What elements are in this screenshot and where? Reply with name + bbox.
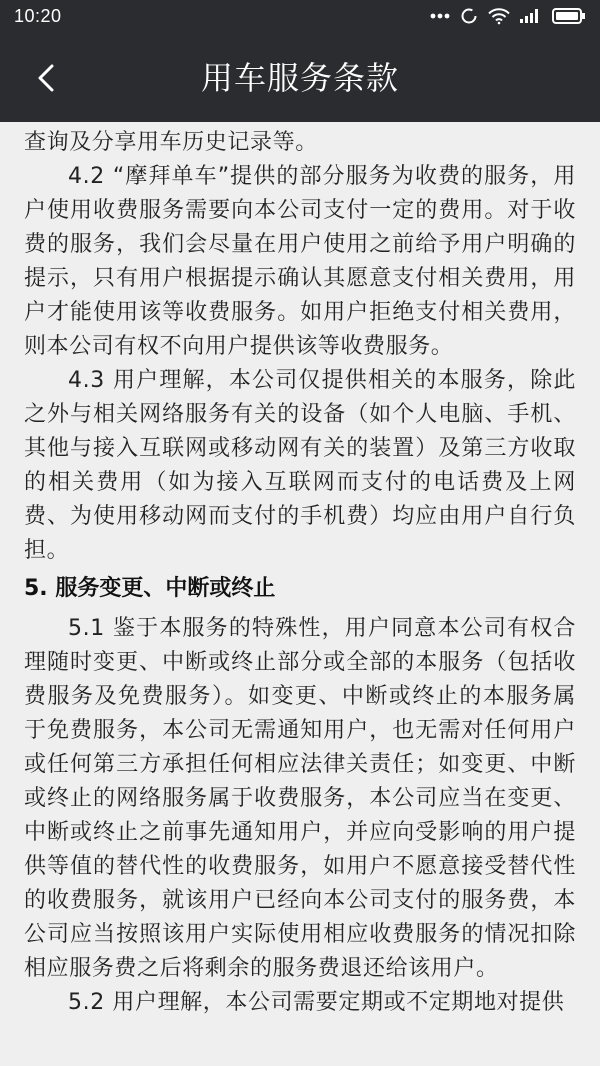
page-title: 用车服务条款 bbox=[200, 59, 399, 97]
paragraph-4-1-tail: 查询及分享用车历史记录等。 bbox=[24, 130, 318, 155]
wifi-icon bbox=[488, 8, 510, 24]
status-bar bbox=[0, 0, 600, 32]
paragraph-5-1: 5.1 鉴于本服务的特殊性，用户同意本公司有权合理随时变更、中断或终止部分或全部的本服务（包括收费服务及免费服务）。如变更、中断或终止的本服务属于免费服务，本公司无需通知用户，也无需对任何用户或任何第三方承担任何相应法律关责任；如变更、中断或终止的网络服务属于收费服务，本公司应当在变更、中断或终止之前事先通知用户，并应向受影响的用户提供等值的替代性的收费服务，如用户不愿意接受替代性的收费服务，就该用户已经向本公司支付的服务费，本公司应当按照该用户实际使用相应收费服务的情况扣除相应服务费之后将剩余的服务费退还给该用户。 bbox=[24, 616, 576, 981]
status-icons bbox=[430, 7, 586, 25]
paragraph-4-2: 4.2 “摩拜单车”提供的部分服务为收费的服务，用户使用收费服务需要向本公司支付一定的费用。对于收费的服务，我们会尽量在用户使用之前给予用户明确的提示，只有用户根据提示确认其愿意支付相关费用，用户才能使用该等收费服务。如用户拒绝支付相关费用，则本公司有权不向用户提供该等收费服务。 bbox=[24, 164, 576, 359]
status-time: 10:20 bbox=[14, 5, 62, 26]
battery-icon bbox=[552, 8, 586, 24]
signal-icon bbox=[520, 9, 542, 23]
more-dots-icon bbox=[430, 13, 450, 19]
terms-content[interactable] bbox=[0, 122, 600, 1066]
paragraph-5-2: 5.2 用户理解，本公司需要定期或不定期地对提供 bbox=[68, 990, 565, 1015]
title-bar bbox=[0, 32, 600, 122]
terms-scroll-area bbox=[0, 92, 600, 1020]
paragraph-4-3: 4.3 用户理解，本公司仅提供相关的本服务，除此之外与相关网络服务有关的设备（如个人电脑、手机、其他与接入互联网或移动网有关的装置）及第三方收取的相关费用（如为接入互联网而支付的电话费及上网费、为使用移动网而支付的手机费）均应由用户自行负担。 bbox=[24, 368, 576, 563]
section-heading-5: 5. 服务变更、中断或终止 bbox=[24, 576, 276, 601]
sync-icon bbox=[460, 7, 478, 25]
